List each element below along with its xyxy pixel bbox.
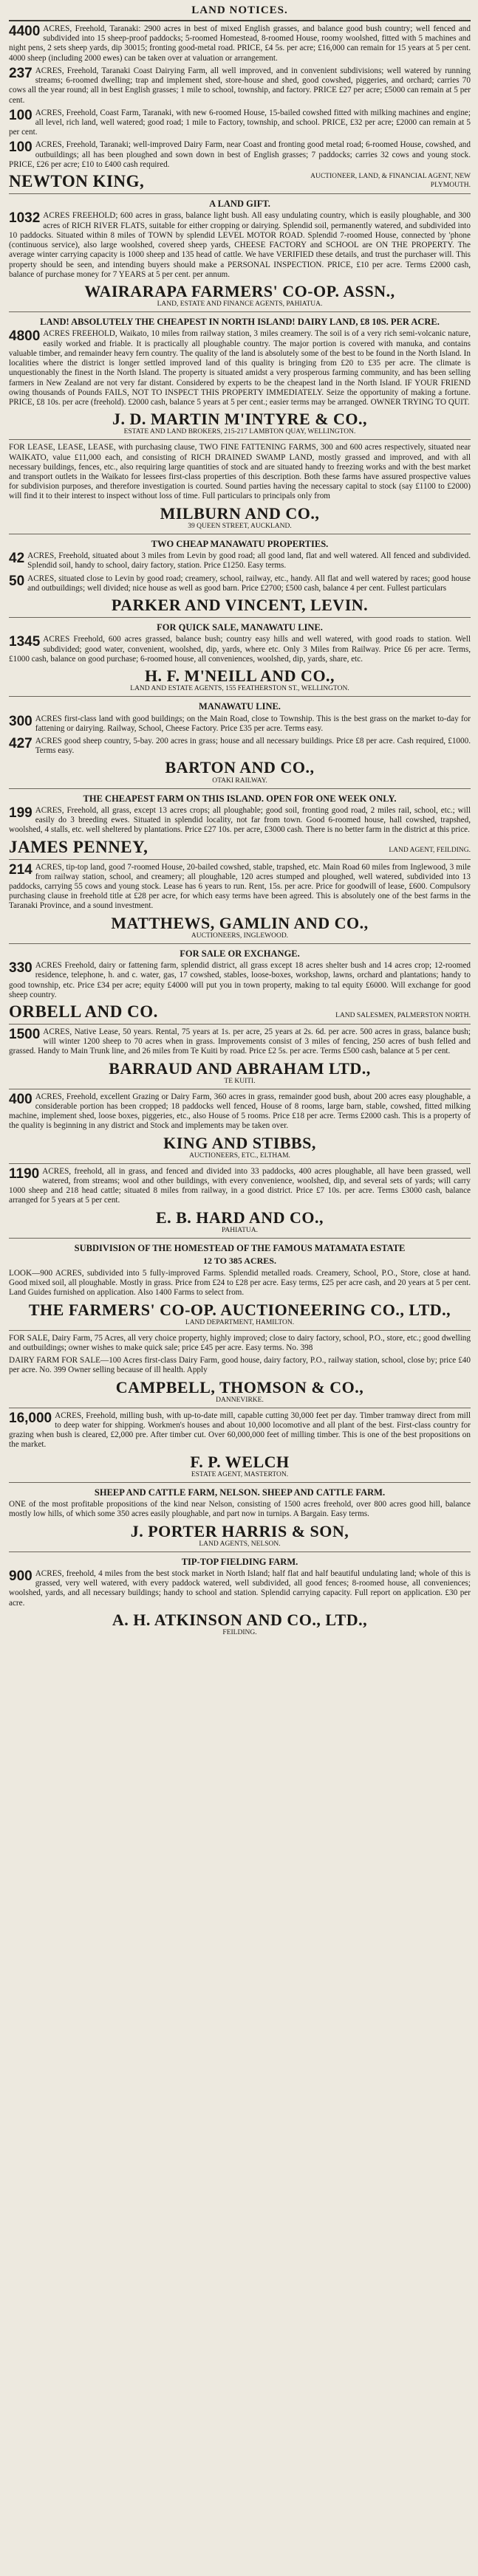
ad-heading: LAND! ABSOLUTELY THE CHEAPEST IN NORTH ISLAND! DAIRY LAND, £8 10S. PER ACRE. <box>40 317 440 328</box>
listing <box>9 1569 471 1608</box>
advertisement <box>9 1330 471 1408</box>
ad-heading: FOR QUICK SALE, MANAWATU LINE. <box>157 622 323 633</box>
listing-text: ACRES, Freehold, Taranaki Coast Dairying Farm, all well improved, and in convenient subdivisions; well watered by running streams; 6-roomed dwelling; trap and implement shed, store-house and shed, good cowshed, piggeries, and orchard; carries 70 cows all the year round; all in best English grasses; 1 mile to school, township, and factory. PRICE £27 per acre; £5000 can remain at 5 per cent. <box>9 66 471 105</box>
listing <box>9 961 471 1000</box>
agent-address: LAND AGENTS, NELSON. <box>199 1540 281 1548</box>
listing-text: ACRES, Freehold, Taranaki; well-improved Dairy Farm, near Coast and fronting good metal road; 6-roomed House, cowshed, and outbuildings; all has been ploughed and sown down in best of English grasses; 7 paddocks; carries 32 cows and young stock. PRICE, £26 per acre; £10 to £400 cash required. <box>9 140 471 169</box>
listing-text: ACRES, tip-top land, good 7-roomed House, 20-bailed cowshed, stable, trapshed, etc. Main Road 60 miles from Inglewood, 3 mile from railway station, school, and creamery; all ploughable, 120 acres stumped and ploughed, well watered, subdivided into 13 paddocks, carrying 55 cows and young stock. Lease has 6 years to run. Rent, 15s. per acre. Price for goodwill of lease, £600. Compulsory purchasing clause in freehold title at £28 per acre, for which easy terms have been agreed. This is absolutely one of the best farms in the Taranaki Province, and a sound investment. <box>9 862 471 911</box>
agent-name: ORBELL AND CO. <box>9 1002 158 1021</box>
agent-signature <box>9 838 471 855</box>
ad-heading: MANAWATU LINE. <box>199 701 281 712</box>
advertisement <box>9 617 471 696</box>
ad-heading: SUBDIVISION OF THE HOMESTEAD OF THE FAMOUS MATAMATA ESTATE <box>74 1242 406 1253</box>
agent-name: WAIRARAPA FARMERS' CO-OP. ASSN., <box>84 281 395 300</box>
agent-name: CAMPBELL, THOMSON & CO., <box>115 1377 364 1397</box>
advertisement <box>9 696 471 788</box>
listing-acreage: 4800 <box>9 328 41 345</box>
agent-address: AUCTIONEERS, ETC., ELTHAM. <box>189 1151 290 1160</box>
listing <box>9 140 471 170</box>
ad-heading: THE CHEAPEST FARM ON THIS ISLAND. OPEN FOR ONE WEEK ONLY. <box>83 793 397 804</box>
agent-address: ESTATE AGENT, MASTERTON. <box>191 1470 289 1478</box>
listing-acreage: 199 <box>9 805 33 821</box>
listing <box>9 1092 471 1132</box>
listing-text: ACRES, Freehold, Taranaki: 2900 acres in best of mixed English grasses, and balance good bush country; well fenced and subdivided into 15 sheep-proof paddocks; 5-roomed Homestead, 8-roomed House, roomy woolshed, fitted with 5 machines and night pens, 2 sets sheep yards, dip 30015; fronting good-metal road. PRICE, £4 5s. per acre; £16,000 can remain for 15 years at 5 per cent. 4000 sheep (including 2000 ewes) can be taken over at valuation or arrangement. <box>9 24 471 63</box>
listing-acreage: 900 <box>9 1568 33 1584</box>
listing-acreage: 214 <box>9 861 33 878</box>
listing-text: ACRES FREEHOLD, Waikato, 10 miles from railway station, 3 miles creamery. The soil is of a very rich semi-volcanic nature, easily worked and friable. It is practically all ploughable country. The major portion is covered with manuka, and contains valuable timber, and remainder heavy fern country. The quality of the land is absolutely some of the best to be found in the North Island. In localities where the district is longer settled improved land of this quality is bringing from £20 to £35 per acre. The climate is unquestionably the finest in the North Island. The property is situated amidst a very prosperous farming community, and has been selling farmers in New Zealand are not very far distant. Considered by experts to be the cheapest land in the North Island. IF YOUR FRIEND owing thousands of Pounds FAILS, NOT TO INSPECT THIS PROPERTY IMMEDIATELY. Seize the opportunity of making a fortune. PRICE, £8 10s. per acre (freehold). £2000 cash, balance 5 years at 5 per cent.; easier terms may be arranged. OWNER TRYING TO QUIT. <box>9 329 471 407</box>
agent-address: PAHIATUA. <box>221 1226 258 1234</box>
agent-name: BARTON AND CO., <box>165 758 315 777</box>
agent-address: LAND DEPARTMENT, HAMILTON. <box>185 1318 295 1326</box>
ad-heading: FOR SALE OR EXCHANGE. <box>180 948 300 959</box>
ad-subheading: 12 TO 385 ACRES. <box>203 1256 276 1267</box>
listing <box>9 1167 471 1206</box>
listing <box>9 551 471 571</box>
agent-name: J. PORTER HARRIS & SON, <box>130 1521 349 1540</box>
advertisement <box>9 788 471 859</box>
listing-text: ACRES Freehold, 600 acres grassed, balance bush; country easy hills and well watered, with good roads to station. Well subdivided; good water, convenient, woolshed, dip, yards, where etc. Only 3 Miles from Railway. Price £6 per acre. Terms, £1000 cash, balance on good purchase; 6-roomed house, all conveniences, woolshed, dip, yards, share, etc. <box>9 635 471 664</box>
listing <box>9 574 471 593</box>
advertisement <box>9 1238 471 1330</box>
listing-acreage: 1032 <box>9 210 41 227</box>
listing <box>9 714 471 734</box>
agent-address: 39 QUEEN STREET, AUCKLAND. <box>188 522 292 530</box>
listing-text: LOOK—900 ACRES, subdivided into 5 fully-improved Farms. Splendid metalled roads. Creamery, School, P.O., Store, close at hand. Good mixed soil, all ploughable. Mostly in grass. Price from £24 to £28 per acre. Easy terms, £25 per acre cash, and 20 years at 5 per cent. Land Guides furnished on application. Also 1400 Farms to select from. <box>9 1269 471 1298</box>
listing-acreage: 42 <box>9 551 25 567</box>
agent-address: ESTATE AND LAND BROKERS, 215-217 LAMBTON QUAY, WELLINGTON. <box>123 428 356 436</box>
listing-text: FOR LEASE, LEASE, LEASE, with purchasing clause, TWO FINE FATTENING FARMS, 300 and 600 acres respectively, situated near WAIKATO, value £11,000 each, and consisting of RICH DRAINED SWAMP LAND, mostly grassed and improved, and with all necessary buildings, fences, etc., also requiring large quantities of stock and are situated handy to freezing works and with the best market and transport outlets in the Waikato for lessees first-class properties of this description. Both these farms have assured prospective values for subdivision purposes, and therefore investigation is courted. Sound parties having the necessary capital to stock (say £1100 to £2000) will find it to their interest to inspect without loss of time. Full particulars to principals only from <box>9 443 471 501</box>
listing-text: ACRES, situated close to Levin by good road; creamery, school, railway, etc., handy. All flat and well watered by races; good house and outbuildings; well divided; nice house as well as good barn. Price £2700; £500 cash, balance 4 per cent. Fullest particulars <box>27 574 471 593</box>
ad-heading: SHEEP AND CATTLE FARM, NELSON. SHEEP AND CATTLE FARM. <box>94 1487 386 1498</box>
listing-text: ACRES, freehold, 4 miles from the best stock market in North Island; half flat and half beautiful undulating land; whole of this is grassed, very well watered, with every paddock watered, well subdivided, all good fences; 8-roomed house, all conveniences; woolshed, yards, and all necessary buildings; handy to school and station. Splendid carrying capacity. Full report on application. £30 per acre. <box>9 1569 471 1608</box>
listing-text: FOR SALE, Dairy Farm, 75 Acres, all very choice property, highly improved; close to dairy factory, school, P.O., store, etc.; good dwelling and outbuildings; owner wishes to make quick sale; price £45 per acre. Easy terms. No. 398 <box>9 1333 471 1352</box>
listing-text: ACRES, Freehold, situated about 3 miles from Levin by good road; all good land, flat and well watered. All fenced and subdivided. Splendid soil, handy to school, dairy factory, station. Price £1250. Easy terms. <box>27 551 471 571</box>
listing <box>9 1411 471 1450</box>
agent-address: TE KUITI. <box>224 1077 256 1085</box>
agent-address: DANNEVIRKE. <box>216 1396 264 1404</box>
listing <box>9 635 471 664</box>
listing-acreage: 1345 <box>9 634 41 650</box>
listing-text: ACRES first-class land with good buildings; on the Main Road, close to Township. This is the best grass on the market to-day for fattening or dairying. Railway, School, Cheese Factory. Price £35 per acre. Terms easy. <box>35 714 471 733</box>
listing <box>9 1269 471 1298</box>
listing <box>9 211 471 280</box>
agent-name: F. P. WELCH <box>190 1452 290 1471</box>
advertisement <box>9 20 471 193</box>
listing-acreage: 400 <box>9 1091 33 1107</box>
listing <box>9 24 471 63</box>
listing <box>9 329 471 407</box>
ad-heading: A LAND GIFT. <box>209 199 270 210</box>
advertisement <box>9 311 471 439</box>
ads-column <box>9 20 471 1640</box>
listing-text: ACRES, Freehold, excellent Grazing or Dairy Farm, 360 acres in grass, remainder good bush, about 200 acres easy ploughable, a considerable portion has been cropped; 18 paddocks well fenced, House of 8 rooms, large barn, stable, cowshed, fitted milking machine, implement shed, loose boxes, piggeries, etc., also House of 5 rooms. Price £18 per acre. Terms £2000 cash. This is a property of the quality is beginning in any district and Stock and implements may be taken over. <box>9 1092 471 1131</box>
listing-acreage: 100 <box>9 107 33 123</box>
listing-acreage: 1500 <box>9 1026 41 1042</box>
advertisement <box>9 1552 471 1640</box>
listing-text: ONE of the most profitable propositions of the kind near Nelson, consisting of 1500 acres freehold, over 800 acres good hill, balance mostly low hills, of which some 350 acres easily ploughable, and part now in turnips. A Bargain. Easy terms. <box>9 1500 471 1519</box>
column-heading: LAND NOTICES. <box>191 4 288 16</box>
advertisement <box>9 859 471 943</box>
ad-heading: TWO CHEAP MANAWATU PROPERTIES. <box>151 538 329 549</box>
listing-text: ACRES Freehold, dairy or fattening farm, splendid district, all grass except 18 acres shelter bush and 14 acres crop; 12-roomed residence, telephone, h. and c. water, gas, 17 cowshed, stables, loose-boxes, workshop, lawns, orchard and plantations; handy to good township, etc. Price £34 per acre; equity £4000 will put you in town property, making to tal equity £6000. Will exchange for good sheep country. <box>9 961 471 999</box>
agent-name: MILBURN AND CO., <box>160 503 320 523</box>
advertisement <box>9 193 471 311</box>
listing-acreage: 1190 <box>9 1165 40 1182</box>
listing-acreage: 16,000 <box>9 1410 52 1426</box>
listing <box>9 737 471 756</box>
listing <box>9 806 471 836</box>
agent-address: LAND, ESTATE AND FINANCE AGENTS, PAHIATUA. <box>157 300 323 309</box>
listing-text: ACRES, Native Lease, 50 years. Rental, 75 years at 1s. per acre, 25 years at 2s. 6d. per acre. 500 acres in grass, balance bush; will winter 1200 sheep to 70 acres when in grass. Improvements consist of 3 miles of fencing, 250 acres of bush felled and grassed. Handy to Main Trunk line, and 26 miles from Te Kuiti by road. Price £2 5s. per acre. Terms £500 cash, balance at 5 per cent. <box>9 1027 471 1056</box>
listing <box>9 863 471 912</box>
agent-name: A. H. ATKINSON AND CO., LTD., <box>112 1610 368 1629</box>
listing <box>9 1334 471 1353</box>
listing <box>9 443 471 501</box>
listing <box>9 109 471 138</box>
agent-address: AUCTIONEERS, INGLEWOOD. <box>191 931 289 940</box>
agent-signature <box>9 173 471 190</box>
agent-name: KING AND STIBBS, <box>163 1133 316 1152</box>
agent-name: H. F. M'NEILL AND CO., <box>144 667 335 686</box>
advertisement <box>9 1163 471 1238</box>
listing-acreage: 4400 <box>9 24 41 39</box>
advertisement <box>9 1482 471 1552</box>
listing <box>9 1500 471 1519</box>
listing-acreage: 237 <box>9 65 33 81</box>
listing-text: DAIRY FARM FOR SALE—100 Acres first-class Dairy Farm, good house, dairy factory, P.O., railway station, school, close by; price £40 per acre. No. 399 Owner selling because of ill health. Apply <box>9 1356 471 1375</box>
agent-address: FEILDING. <box>222 1628 257 1636</box>
ad-heading: TIP-TOP FIELDING FARM. <box>181 1556 298 1567</box>
listing-acreage: 427 <box>9 735 33 751</box>
agent-name: MATTHEWS, GAMLIN AND CO., <box>111 913 369 932</box>
agent-address: OTAKI RAILWAY. <box>212 776 267 785</box>
agent-name: BARRAUD AND ABRAHAM LTD., <box>109 1058 371 1078</box>
advertisement <box>9 1024 471 1089</box>
agent-role: LAND AGENT, FEILDING. <box>389 847 471 855</box>
agent-signature <box>9 1003 471 1020</box>
listing <box>9 66 471 106</box>
listing <box>9 1027 471 1057</box>
advertisement <box>9 943 471 1024</box>
agent-address: LAND AND ESTATE AGENTS, 155 FEATHERSTON ST., WELLINGTON. <box>130 685 349 693</box>
listing-text: ACRES, Freehold, all grass, except 13 acres crops; all ploughable; good soil, fronting good road, 2 miles rail, school, etc.; will easily do 3 breeding ewes. Situated in splendid locality, not far from town. Good 6-roomed house, hall cowshed, trapshed, woolshed, 4 stalls, etc. well sheltered by plantations. Price £27 10s. per acre, £3000 cash. There is no better farm in the district at this price. <box>9 805 471 835</box>
listing-text: ACRES good sheep country, 5-bay. 200 acres in grass; house and all necessary buildings. Price £8 per acre. Cash required, £1000. Terms easy. <box>35 736 471 756</box>
advertisement <box>9 1408 471 1482</box>
agent-name: E. B. HARD AND CO., <box>155 1208 324 1227</box>
advertisement <box>9 534 471 617</box>
agent-name: NEWTON KING, <box>9 172 145 191</box>
agent-name: PARKER AND VINCENT, LEVIN. <box>111 595 369 614</box>
listing <box>9 1356 471 1375</box>
advertisement <box>9 1089 471 1163</box>
listing-text: ACRES, Freehold, milling bush, with up-to-date mill, capable cutting 30,000 feet per day. Timber tramway direct from mill to deep water for shipping. Workmen's houses and about 10,000 locomotive and all plant of the best. First-class country for grazing when bush is cleared, £2,000 pre. After timber cut. Over 60,000,000 feet of milling timber. This is one of the best propositions on the market. <box>9 1411 471 1450</box>
listing-acreage: 330 <box>9 960 33 977</box>
agent-role: AUCTIONEER, LAND, & FINANCIAL AGENT, NEW PLYMOUTH. <box>310 173 471 189</box>
listing-acreage: 100 <box>9 140 33 156</box>
agent-name: JAMES PENNEY, <box>9 837 148 856</box>
advertisement <box>9 439 471 533</box>
agent-name: THE FARMERS' CO-OP. AUCTIONEERING CO., LTD., <box>28 1300 451 1319</box>
listing-acreage: 300 <box>9 713 33 729</box>
listing-text: ACRES FREEHOLD; 600 acres in grass, balance light bush. All easy undulating country, which is easily ploughable, and 300 acres of RICH RIVER FLATS, suitable for either cropping or dairying. Splendid soil, permanently watered, and subdivided into 10 paddocks. Situated within 8 miles of TOWN by splendid LEVEL MOTOR ROAD. Splendid 7-roomed House, connected by 'phone (continuous service), also large woolshed, covered sheep yards, CHEESE FACTORY and SCHOOL are ON THE PROPERTY. The average winter carrying capacity is 1000 sheep and 135 head of cattle. We have VERIFIED these details, and trust the purchaser will. This property should be seen, and intending buyers should make a PERSONAL INSPECTION. PRICE, £10 per acre. Terms £2000 cash, balance of purchase money for 7 YEARS at 5 per cent. per annum. <box>9 211 471 279</box>
agent-role: LAND SALESMEN, PALMERSTON NORTH. <box>335 1011 471 1019</box>
listing-text: ACRES, Freehold, Coast Farm, Taranaki, with new 6-roomed House, 15-bailed cowshed fitted with milking machines and engine; all level, rich land, well watered; good road; 1 mile to Factory, township, and school. PRICE, £32 per acre; £2000 can remain at 5 per cent. <box>9 108 471 137</box>
agent-name: J. D. MARTIN M'INTYRE & CO., <box>112 410 368 429</box>
listing-acreage: 50 <box>9 573 25 589</box>
listing-text: ACRES, freehold, all in grass, and fenced and divided into 33 paddocks, 400 acres ploughable, all have been grassed, well watered, from streams; wool and other buildings, with every convenience, woolshed, dip, and several sets of yards; will carry 1000 sheep and 218 head cattle; situated 8 miles from railway, in a good district. Price £7 10s. per acre. Terms £3000 cash, balance arranged for 5 years at 5 per cent. <box>9 1166 471 1205</box>
